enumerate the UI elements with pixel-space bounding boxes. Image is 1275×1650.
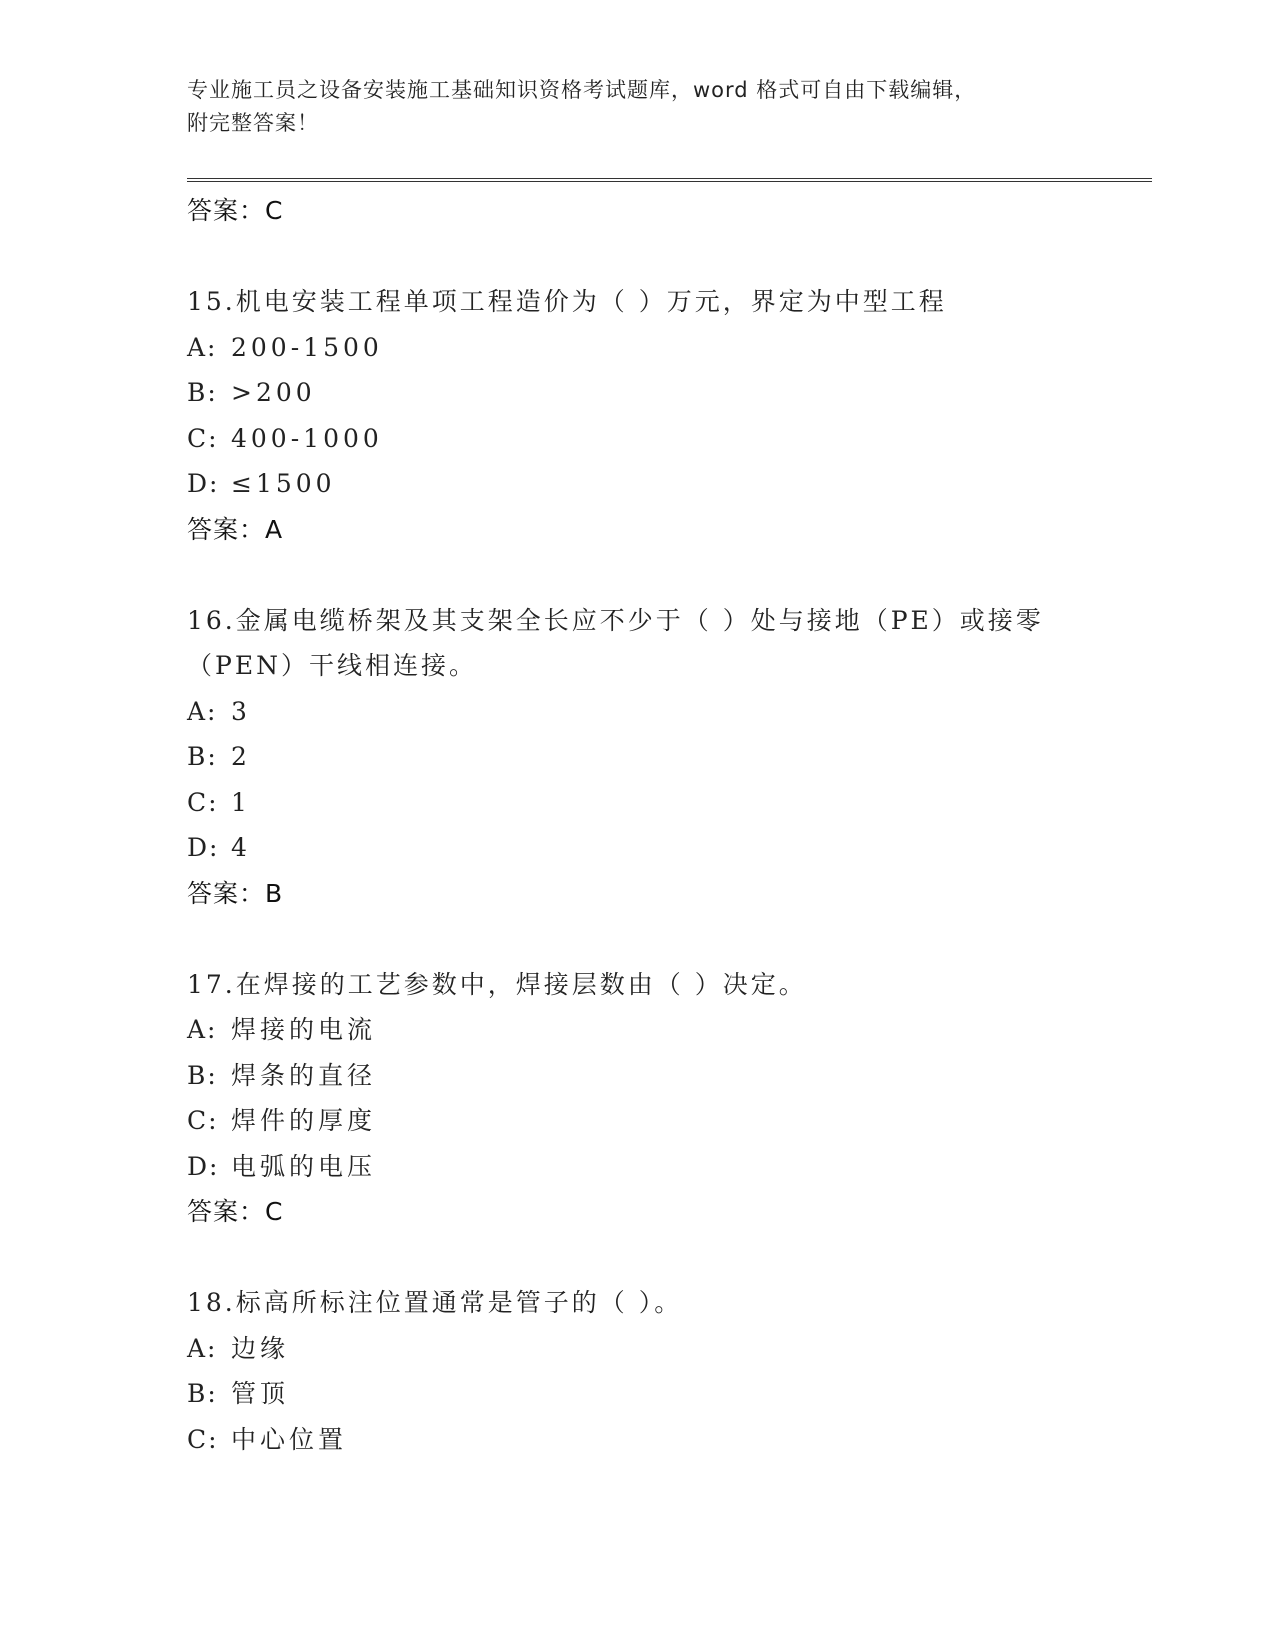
option-text: 3 (231, 696, 251, 726)
question-stem: 17.在焊接的工艺参数中，焊接层数由（ ）决定。 (187, 969, 807, 999)
answer-line: 答案：A (187, 514, 284, 544)
option-key: B: (187, 378, 218, 407)
option-key: C: (187, 787, 219, 817)
question-18 (187, 1280, 1152, 1462)
option-b (187, 1371, 1152, 1417)
option-text: 焊条的直径 (231, 1060, 377, 1090)
option-d (187, 1144, 1152, 1190)
option-key: B: (187, 1379, 218, 1408)
header-line-2: 附完整答案！ (187, 111, 319, 135)
option-text: 焊件的厚度 (231, 1106, 377, 1135)
answer-line: 答案：C (187, 196, 284, 225)
option-b (187, 1053, 1152, 1099)
question-stem: 15.机电安装工程单项工程造价为（ ）万元，界定为中型工程 (187, 287, 947, 316)
option-d (187, 825, 1152, 871)
option-b (187, 370, 1152, 416)
option-key: D: (187, 1151, 220, 1181)
option-a (187, 689, 1152, 735)
option-key: D: (187, 833, 220, 862)
option-d (187, 461, 1152, 507)
option-key: B: (187, 1060, 218, 1090)
option-key: C: (187, 423, 219, 453)
option-key: A: (187, 1015, 218, 1044)
option-text: 2 (231, 742, 251, 771)
option-c (187, 1098, 1152, 1144)
question-stem: 16.金属电缆桥架及其支架全长应不少于（ ）处与接地（PE）或接零 (187, 605, 1044, 635)
question-stem-continued: （PEN）干线相连接。 (187, 651, 477, 680)
question-17 (187, 962, 1152, 1235)
option-b (187, 734, 1152, 780)
question-15 (187, 279, 1152, 552)
question-list (187, 188, 1152, 1462)
question-stem: 18.标高所标注位置通常是管子的（ ）。 (187, 1288, 683, 1317)
option-key: C: (187, 1424, 219, 1454)
answer-line: 答案：B (187, 878, 284, 908)
option-key: C: (187, 1106, 219, 1135)
option-text: 焊接的电流 (231, 1015, 377, 1044)
option-text: 电弧的电压 (231, 1151, 377, 1181)
option-text: 400-1000 (231, 423, 383, 453)
option-text: 1 (231, 787, 251, 817)
option-a (187, 325, 1152, 371)
option-text: ≤1500 (231, 469, 336, 498)
option-a (187, 1326, 1152, 1372)
option-key: A: (187, 1333, 218, 1363)
option-text: 200-1500 (231, 332, 383, 362)
option-a (187, 1007, 1152, 1053)
option-c (187, 416, 1152, 462)
option-text: 中心位置 (231, 1424, 348, 1454)
option-key: B: (187, 742, 218, 771)
option-c (187, 1417, 1152, 1463)
option-key: A: (187, 332, 218, 362)
option-text: 4 (231, 833, 251, 862)
header-divider (187, 178, 1152, 182)
option-c (187, 780, 1152, 826)
page-header (187, 74, 1067, 140)
header-line-1: 专业施工员之设备安装施工基础知识资格考试题库，word 格式可自由下载编辑， (187, 78, 977, 102)
option-text: 管顶 (231, 1379, 290, 1408)
option-text: >200 (231, 378, 316, 407)
answer-line: 答案：C (187, 1197, 284, 1226)
option-key: D: (187, 469, 220, 498)
question-16 (187, 598, 1152, 917)
option-text: 边缘 (231, 1333, 290, 1363)
option-key: A: (187, 696, 218, 726)
